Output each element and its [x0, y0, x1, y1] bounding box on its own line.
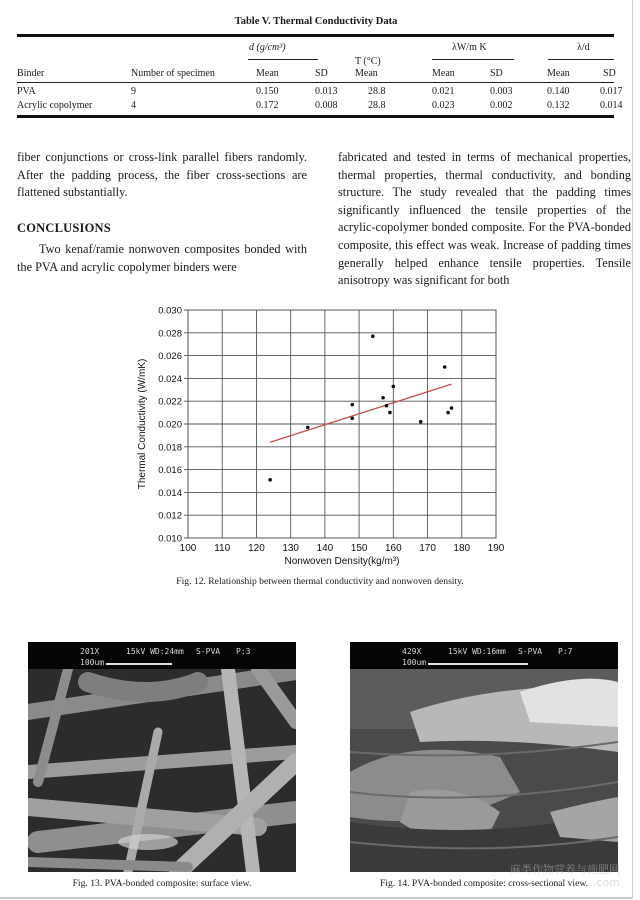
y-tick-label: 0.030: [158, 305, 182, 317]
data-point: [446, 411, 450, 415]
y-tick-label: 0.022: [158, 396, 182, 408]
table-row-acrylic-lambda-mean: 0.023: [432, 100, 455, 111]
y-tick-label: 0.024: [158, 373, 182, 385]
table-row-pva-binder: PVA: [17, 86, 36, 97]
table-row-acrylic-ratio-sd: 0.014: [600, 100, 623, 111]
figure-12-caption: Fig. 12. Relationship between thermal conductivity and nonwoven density.: [176, 576, 464, 587]
sem-params: 15kV WD:16mm: [448, 647, 506, 656]
sem-scale-label: 100um: [80, 658, 105, 667]
table-row-pva-count: 9: [131, 86, 136, 97]
data-point: [419, 420, 423, 424]
table-row-pva-ratio-sd: 0.017: [600, 86, 623, 97]
y-tick-label: 0.014: [158, 487, 182, 499]
y-tick-label: 0.016: [158, 465, 182, 477]
header-ratio-rule: [548, 59, 614, 60]
figure-14-caption: Fig. 14. PVA-bonded composite: cross-sectional view.: [379, 878, 589, 889]
table-header-rule: [17, 82, 614, 83]
right-column: [338, 149, 631, 290]
table-row-pva-temp: 28.8: [368, 86, 386, 97]
sem-image-cross-section: [350, 642, 618, 872]
table-bottom-rule: [17, 115, 614, 118]
left-paragraph-2: Two kenaf/ramie nonwoven composites bonded with the PVA and acrylic copolymer binders were: [17, 242, 307, 274]
table-row-acrylic-count: 4: [131, 100, 136, 111]
table-row-pva-ratio-mean: 0.140: [547, 86, 570, 97]
table-top-rule: [17, 34, 614, 37]
col-header-ratio-mean: Mean: [547, 68, 570, 79]
sem-params: 15kV WD:24mm: [126, 647, 184, 656]
data-point: [392, 385, 396, 389]
sem-image-surface-view: [28, 642, 296, 872]
sem-magnification: 429X: [402, 647, 422, 656]
col-header-binder: Binder: [17, 68, 45, 79]
fiber-texture-surface: [28, 642, 296, 872]
col-header-ratio-sd: SD: [603, 68, 616, 79]
x-axis-label: Nonwoven Density(kg/m³): [284, 556, 400, 567]
sem-scale-bar: [106, 663, 172, 665]
data-point: [268, 478, 272, 482]
data-point: [350, 403, 354, 407]
sem-scale-bar: [428, 663, 528, 665]
conclusions-heading: CONCLUSIONS: [17, 220, 111, 235]
sem-sample: S-PVA: [196, 647, 221, 656]
data-point: [450, 406, 454, 410]
table-row-pva-lambda-sd: 0.003: [490, 86, 513, 97]
sem-page: P:3: [236, 647, 251, 656]
y-tick-label: 0.012: [158, 510, 182, 522]
y-axis-label: Thermal Conductivity (W/mK): [137, 358, 148, 490]
table-row-acrylic-density-mean: 0.172: [256, 100, 279, 111]
sem-info-bar: [28, 642, 296, 669]
y-tick-label: 0.010: [158, 533, 182, 545]
data-point: [381, 396, 385, 400]
header-ratio: λ/d: [577, 42, 590, 53]
x-tick-label: 170: [419, 543, 436, 554]
data-point: [371, 334, 375, 338]
col-header-number: Number of specimen: [131, 68, 215, 79]
data-point: [350, 417, 354, 421]
fiber-texture-cross-section: [350, 642, 618, 872]
right-paragraph-1: fabricated and tested in terms of mechanical properties, thermal properties, thermal conductivity, and bonding structure. The study revealed that the padding times significantly influenced the tensile properties of the acrylic-copolymer bonded composite. For the PVA-bonded composite, this effect was weak. Increase of padding times generally helped enhance tensile properties. Tensile anisotropy was significant for both: [338, 150, 631, 288]
x-tick-label: 110: [214, 543, 231, 554]
table-title: Table V. Thermal Conductivity Data: [234, 16, 398, 27]
sem-sample: S-PVA: [518, 647, 543, 656]
data-point: [388, 411, 392, 415]
left-column: [17, 149, 307, 277]
watermark-line-1: 麻类作物营养与施肥网: [510, 863, 620, 876]
table-row-acrylic-binder: Acrylic copolymer: [17, 100, 93, 111]
data-point: [443, 365, 447, 369]
table-row-acrylic-lambda-sd: 0.002: [490, 100, 513, 111]
table-row-pva-density-sd: 0.013: [315, 86, 338, 97]
x-tick-label: 160: [384, 543, 402, 554]
thermal-conductivity-chart: [130, 300, 510, 575]
col-header-density-sd: SD: [315, 68, 328, 79]
data-point: [306, 426, 310, 430]
x-tick-label: 120: [248, 543, 265, 554]
col-header-temp-mean: Mean: [355, 68, 378, 79]
sem-magnification: 201X: [80, 647, 100, 656]
left-paragraph-1: fiber conjunctions or cross-link parallel fibers randomly. After the padding process, the fiber cross-sections are flattened substantially.: [17, 150, 307, 200]
x-tick-label: 180: [453, 543, 471, 554]
x-tick-label: 190: [487, 543, 505, 554]
figure-13-caption: Fig. 13. PVA-bonded composite: surface view.: [72, 878, 252, 889]
table-row-pva-lambda-mean: 0.021: [432, 86, 455, 97]
watermark: [510, 863, 620, 889]
y-tick-label: 0.018: [158, 442, 182, 454]
y-tick-label: 0.028: [158, 328, 182, 340]
sem-page: P:7: [558, 647, 573, 656]
sem-info-bar: [350, 642, 618, 669]
x-tick-label: 140: [316, 543, 334, 554]
table-row-acrylic-temp: 28.8: [368, 100, 386, 111]
header-density-rule: [248, 59, 318, 60]
table-row-pva-density-mean: 0.150: [256, 86, 279, 97]
x-tick-label: 100: [179, 543, 197, 554]
data-point: [385, 404, 389, 408]
x-tick-label: 130: [282, 543, 300, 554]
header-density: d (g/cm³): [249, 42, 286, 53]
y-tick-label: 0.020: [158, 419, 182, 431]
header-temperature: T (°C): [355, 56, 381, 67]
sem-scale-label: 100um: [402, 658, 427, 667]
col-header-density-mean: Mean: [256, 68, 279, 79]
y-tick-label: 0.026: [158, 351, 182, 363]
table-row-acrylic-ratio-mean: 0.132: [547, 100, 570, 111]
watermark-line-2: .com: [593, 876, 620, 889]
col-header-lambda-sd: SD: [490, 68, 503, 79]
header-lambda-rule: [432, 59, 514, 60]
header-lambda: λW/m K: [452, 42, 487, 53]
col-header-lambda-mean: Mean: [432, 68, 455, 79]
table-row-acrylic-density-sd: 0.008: [315, 100, 338, 111]
x-tick-label: 150: [350, 543, 368, 554]
